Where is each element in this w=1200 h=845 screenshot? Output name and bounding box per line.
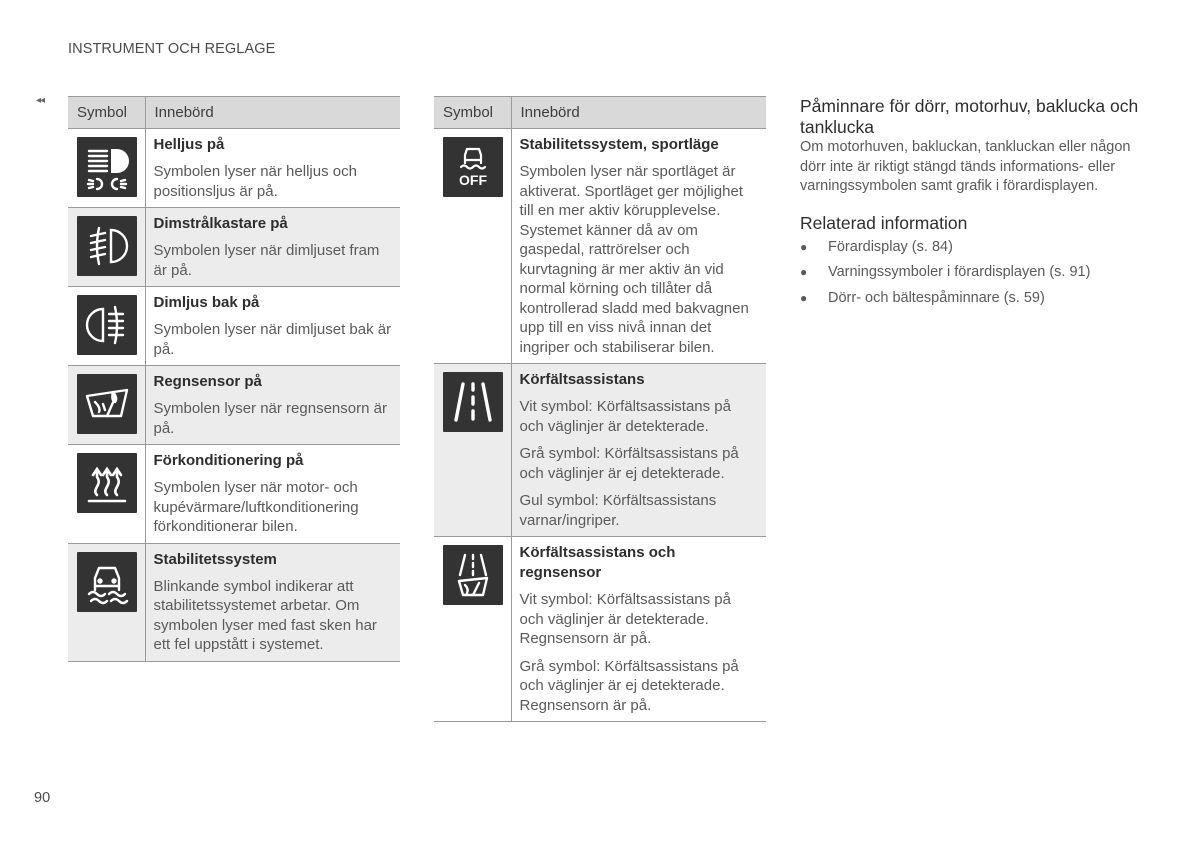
entry-title: Stabilitetssystem [153, 550, 277, 568]
page-number: 90 [34, 790, 51, 806]
stability-sport-off-icon [443, 137, 503, 197]
bullet-icon: ● [800, 239, 808, 254]
preconditioning-icon [77, 453, 137, 513]
entry-title: Helljus på [153, 136, 225, 153]
entry-description: Grå symbol: Körfältsassistans på och väglinjer är ej detekterade. [519, 445, 739, 482]
lane-assist-rain-sensor-icon [443, 545, 503, 605]
entry-title: Förkonditionering på [153, 452, 304, 469]
entry-title: Körfältsassistans [519, 371, 645, 388]
related-link[interactable] [800, 263, 1145, 283]
entry-description: Symbolen lyser när regnsensorn är på. [153, 400, 387, 437]
entry-title: Stabilitetssystem, sportläge [519, 136, 719, 153]
section-body: Om motorhuven, bakluckan, tankluckan eller någon dörr inte är riktigt stängd tänds informations- eller varningssymbolen samt grafik i förardisplayen. [800, 139, 1131, 194]
symbol-table-left [68, 96, 400, 662]
entry-description: Symbolen lyser när sportläget är aktiverat. Sportläget ger möjlighet till en mer aktiv körupplevelse. Systemet känner då av om gaspedal, rattrörelser och kurvtagning är mer aktiv än vid normal körning och tillåter då kontrollerad sladd med bakvagnen upp till en viss nivå innan det ingriper och stabiliserar bilen. [519, 163, 749, 356]
entry-description: Blinkande symbol indikerar att stabilitetssystemet arbetar. Om symbolen lyser med fast sken har ett fel uppstått i systemet. [153, 577, 377, 653]
entry-description: Vit symbol: Körfältsassistans på och väglinjer är detekterade. [519, 398, 731, 435]
table-row [68, 208, 400, 287]
entry-title: Dimstrålkastare på [153, 215, 288, 232]
bullet-icon: ● [800, 265, 808, 279]
running-head: INSTRUMENT OCH REGLAGE [68, 41, 276, 57]
stability-system-icon [77, 552, 137, 612]
rain-sensor-icon [77, 374, 137, 434]
off-label: OFF [459, 172, 487, 188]
entry-title: Regnsensor på [153, 373, 262, 390]
entry-description: Symbolen lyser när dimljuset fram är på. [153, 242, 380, 279]
table-row [68, 129, 400, 208]
entry-title: Körfältsassistans och regnsensor [519, 544, 676, 581]
table-row [434, 537, 766, 722]
column-header-symbol: Symbol [68, 97, 145, 129]
entry-description: Gul symbol: Körfältsassistans varnar/ingriper. [519, 492, 717, 529]
high-beam-icon [77, 137, 137, 197]
column-header-meaning: Innebörd [145, 97, 400, 129]
entry-description: Symbolen lyser när motor- och kupévärmare/luftkonditionering förkonditionerar bilen. [153, 479, 359, 535]
entry-description: Vit symbol: Körfältsassistans på och väglinjer är detekterade. Regnsensorn är på. [519, 591, 731, 647]
entry-description: Symbolen lyser när helljus och positionsljus är på. [153, 163, 357, 200]
rear-fog-light-icon [77, 295, 137, 355]
related-info-list [800, 238, 1145, 309]
related-link-text[interactable]: Förardisplay (s. 84) [828, 238, 953, 255]
entry-description: Symbolen lyser när dimljuset bak är på. [153, 321, 392, 358]
symbol-table-right [434, 96, 766, 722]
related-info-heading: Relaterad information [800, 212, 968, 233]
previous-page-marker: ◂◂ [36, 95, 45, 106]
entry-title: Dimljus bak på [153, 294, 260, 311]
front-fog-light-icon [77, 216, 137, 276]
table-row [68, 445, 400, 544]
table-row [434, 364, 766, 537]
entry-description: Grå symbol: Körfältsassistans på och väglinjer är ej detekterade. Regnsensorn är på. [519, 657, 739, 714]
lane-assist-icon [443, 372, 503, 432]
column-header-symbol: Symbol [434, 97, 511, 129]
table-row [68, 366, 400, 445]
section-heading: Påminnare för dörr, motorhuv, baklucka och tanklucka [800, 96, 1139, 137]
column-header-meaning: Innebörd [511, 97, 766, 129]
related-link[interactable] [800, 289, 1145, 309]
related-link-text[interactable]: Varningssymboler i förardisplayen (s. 91) [828, 264, 1091, 280]
table-row [68, 287, 400, 366]
related-link[interactable] [800, 238, 1145, 258]
table-row [434, 129, 766, 364]
table-row [68, 543, 400, 661]
bullet-icon: ● [800, 290, 808, 305]
related-link-text[interactable]: Dörr- och bältespåminnare (s. 59) [828, 289, 1045, 306]
reminder-section [800, 96, 1145, 314]
